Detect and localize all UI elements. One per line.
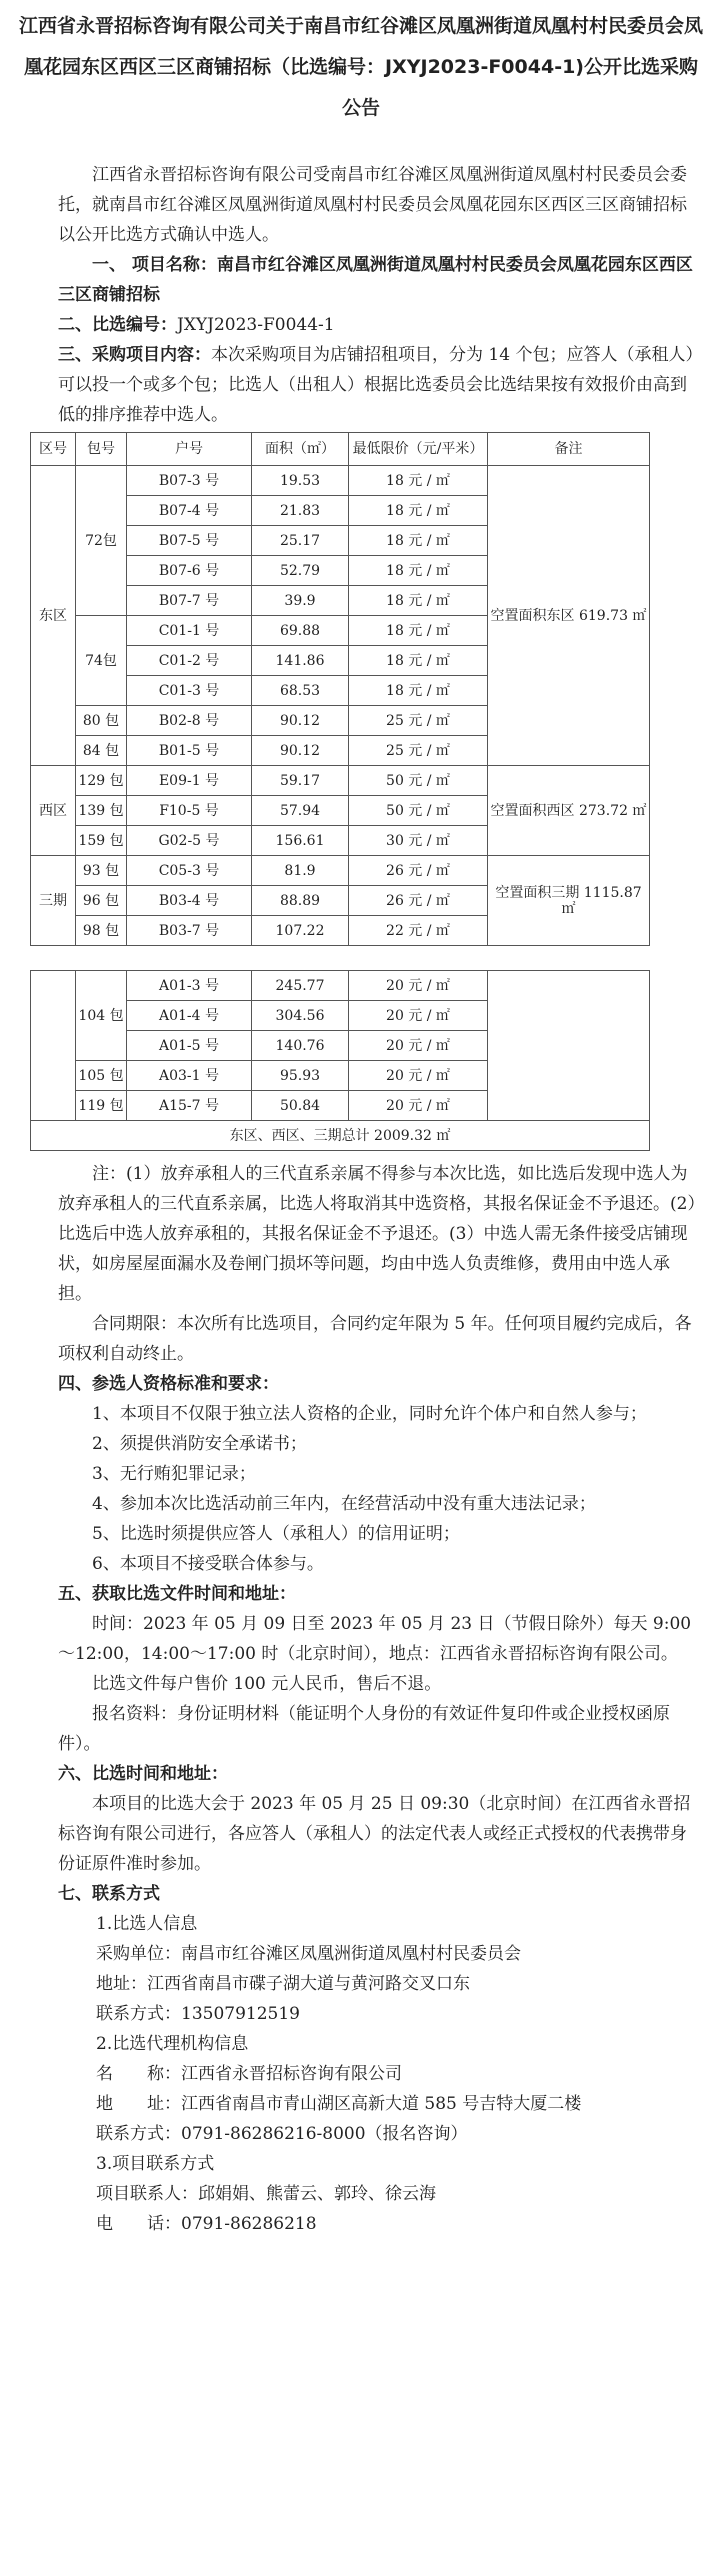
section-label: 二、比选编号：	[58, 315, 177, 335]
price-cell: 18 元 / ㎡	[349, 676, 488, 706]
contact-group-title: 2.比选代理机构信息	[96, 2034, 249, 2054]
price-cell: 20 元 / ㎡	[349, 1001, 488, 1031]
package-cell: 96 包	[76, 886, 127, 916]
requirement-item: 5、比选时须提供应答人（承租人）的信用证明；	[92, 1524, 460, 1544]
header-note: 备注	[488, 433, 650, 466]
area-cell: 68.53	[252, 676, 349, 706]
zone-cell: 东区	[31, 466, 76, 766]
bid-time-paragraph: 本项目的比选大会于 2023 年 05 月 25 日 09:30（北京时间）在江西省永晋招标咨询有限公司进行，各应答人（承租人）的法定代表人或经正式授权的代表携带身份证原件准时参加。	[58, 1794, 691, 1874]
table-row	[31, 971, 650, 1001]
requirement-item: 3、无行贿犯罪记录；	[92, 1464, 256, 1484]
zone-cell: 西区	[31, 766, 76, 856]
section-project-name	[58, 250, 702, 310]
contact-line: 地址：江西省南昌市碟子湖大道与黄河路交叉口东	[96, 1974, 470, 1994]
area-cell: 50.84	[252, 1091, 349, 1121]
area-cell: 304.56	[252, 1001, 349, 1031]
requirement-item: 1、本项目不仅限于独立法人资格的企业，同时允许个体户和自然人参与；	[92, 1404, 647, 1424]
price-cell: 18 元 / ㎡	[349, 526, 488, 556]
unit-cell: C05-3 号	[127, 856, 252, 886]
table-row	[31, 766, 650, 796]
requirement-item: 2、须提供消防安全承诺书；	[92, 1434, 307, 1454]
package-cell: 104 包	[76, 971, 127, 1061]
unit-cell: B07-7 号	[127, 586, 252, 616]
requirement-item: 4、参加本次比选活动前三年内，在经营活动中没有重大违法记录；	[92, 1494, 596, 1514]
section-qualifications-title: 四、参选人资格标准和要求：	[58, 1374, 279, 1394]
unit-cell: B07-3 号	[127, 466, 252, 496]
unit-cell: B03-7 号	[127, 916, 252, 946]
price-cell: 18 元 / ㎡	[349, 646, 488, 676]
area-cell: 21.83	[252, 496, 349, 526]
area-cell: 156.61	[252, 826, 349, 856]
area-cell: 90.12	[252, 736, 349, 766]
package-cell: 159 包	[76, 826, 127, 856]
header-zone: 区号	[31, 433, 76, 466]
price-cell: 18 元 / ㎡	[349, 466, 488, 496]
contact-line: 地 址：江西省南昌市青山湖区高新大道 585 号吉特大厦二楼	[96, 2094, 582, 2114]
section-documents-title: 五、获取比选文件时间和地址：	[58, 1584, 296, 1604]
unit-cell: A15-7 号	[127, 1091, 252, 1121]
area-cell: 90.12	[252, 706, 349, 736]
table-row	[31, 856, 650, 886]
price-cell: 26 元 / ㎡	[349, 856, 488, 886]
price-cell: 25 元 / ㎡	[349, 736, 488, 766]
unit-cell: B03-4 号	[127, 886, 252, 916]
price-cell: 22 元 / ㎡	[349, 916, 488, 946]
table-gap-row	[31, 946, 650, 971]
unit-cell: C01-3 号	[127, 676, 252, 706]
unit-cell: B07-4 号	[127, 496, 252, 526]
contact-line: 联系方式：0791-86286216-8000（报名咨询）	[96, 2124, 468, 2144]
area-cell: 107.22	[252, 916, 349, 946]
unit-cell: F10-5 号	[127, 796, 252, 826]
price-cell: 20 元 / ㎡	[349, 1031, 488, 1061]
contact-line: 电 话：0791-86286218	[96, 2214, 317, 2234]
contact-line: 名 称：江西省永晋招标咨询有限公司	[96, 2064, 402, 2084]
section-label: 一、 项目名称：	[92, 255, 217, 275]
area-cell: 69.88	[252, 616, 349, 646]
price-cell: 20 元 / ㎡	[349, 1091, 488, 1121]
package-cell: 84 包	[76, 736, 127, 766]
unit-cell: B07-6 号	[127, 556, 252, 586]
intro-paragraph: 江西省永晋招标咨询有限公司受南昌市红谷滩区凤凰洲街道凤凰村村民委员会委托，就南昌市红谷滩区凤凰洲街道凤凰村村民委员会凤凰花园东区西区三区商铺招标以公开比选方式确认中选人。	[58, 165, 687, 245]
package-cell: 139 包	[76, 796, 127, 826]
package-cell: 119 包	[76, 1091, 127, 1121]
unit-cell: B01-5 号	[127, 736, 252, 766]
header-area: 面积（㎡）	[252, 433, 349, 466]
package-cell: 72包	[76, 466, 127, 616]
requirement-item: 6、本项目不接受联合体参与。	[92, 1554, 324, 1574]
area-cell: 57.94	[252, 796, 349, 826]
notice-body	[39, 160, 702, 2239]
header-package: 包号	[76, 433, 127, 466]
table-row	[31, 466, 650, 496]
unit-cell: A01-5 号	[127, 1031, 252, 1061]
area-cell: 59.17	[252, 766, 349, 796]
area-cell: 25.17	[252, 526, 349, 556]
package-cell: 74包	[76, 616, 127, 706]
time-paragraph: 时间：2023 年 05 月 09 日至 2023 年 05 月 23 日（节假日除外）每天 9:00～12:00，14:00～17:00 时（北京时间），地点：江西省永晋招标咨询有限公司。	[58, 1614, 692, 1664]
page-title: 江西省永晋招标咨询有限公司关于南昌市红谷滩区凤凰洲街道凤凰村村民委员会凤凰花园东区西区三区商铺招标（比选编号：JXYJ2023-F0044-1)公开比选采购公告	[18, 15, 703, 119]
content-text: 本次采购项目为店铺招租项目，分为 14 个包；应答人（承租人）可以投一个或多个包；比选人（出租人）根据比选委员会比选结果按有效报价由高到低的排序推荐中选人。	[58, 345, 694, 425]
unit-cell: A03-1 号	[127, 1061, 252, 1091]
section-bid-time-title: 六、比选时间和地址：	[58, 1764, 228, 1784]
fee-paragraph: 比选文件每户售价 100 元人民币，售后不退。	[92, 1674, 442, 1694]
contact-group-title: 1.比选人信息	[96, 1914, 198, 1934]
area-cell: 141.86	[252, 646, 349, 676]
unit-cell: A01-4 号	[127, 1001, 252, 1031]
gap-cell	[31, 946, 650, 971]
header-unit: 户号	[127, 433, 252, 466]
area-cell: 52.79	[252, 556, 349, 586]
contact-line: 采购单位：南昌市红谷滩区凤凰洲街道凤凰村村民委员会	[96, 1944, 521, 1964]
contract-term-paragraph: 合同期限：本次所有比选项目，合同约定年限为 5 年。任何项目履约完成后，各项权利自动终止。	[58, 1314, 692, 1364]
zone-cell	[31, 971, 76, 1121]
shop-table	[30, 432, 650, 1151]
contact-line: 联系方式：13507912519	[96, 2004, 300, 2024]
price-cell: 20 元 / ㎡	[349, 1061, 488, 1091]
section-contact-title: 七、联系方式	[58, 1884, 160, 1904]
unit-cell: B02-8 号	[127, 706, 252, 736]
note-cell: 空置面积西区 273.72 ㎡	[488, 766, 650, 856]
unit-cell: E09-1 号	[127, 766, 252, 796]
note-cell	[488, 971, 650, 1121]
price-cell: 18 元 / ㎡	[349, 556, 488, 586]
package-cell: 98 包	[76, 916, 127, 946]
area-cell: 19.53	[252, 466, 349, 496]
note-cell: 空置面积东区 619.73 ㎡	[488, 466, 650, 766]
note-cell: 空置面积三期 1115.87 ㎡	[488, 856, 650, 946]
contact-line: 项目联系人：邱娟娟、熊蕾云、郭玲、徐云海	[96, 2184, 436, 2204]
price-cell: 18 元 / ㎡	[349, 586, 488, 616]
package-cell: 129 包	[76, 766, 127, 796]
price-cell: 26 元 / ㎡	[349, 886, 488, 916]
package-cell: 105 包	[76, 1061, 127, 1091]
unit-cell: G02-5 号	[127, 826, 252, 856]
docs-paragraph: 报名资料：身份证明材料（能证明个人身份的有效证件复印件或企业授权函原件）。	[58, 1704, 670, 1754]
area-cell: 245.77	[252, 971, 349, 1001]
area-cell: 39.9	[252, 586, 349, 616]
zone-cell: 三期	[31, 856, 76, 946]
area-cell: 81.9	[252, 856, 349, 886]
unit-cell: A01-3 号	[127, 971, 252, 1001]
price-cell: 20 元 / ㎡	[349, 971, 488, 1001]
price-cell: 50 元 / ㎡	[349, 796, 488, 826]
project-name: 南昌市红谷滩区凤凰洲街道凤凰村村民委员会凤凰花园东区西区三区商铺招标	[58, 255, 693, 305]
table-header-row	[31, 433, 650, 466]
unit-cell: C01-1 号	[127, 616, 252, 646]
package-cell: 93 包	[76, 856, 127, 886]
section-bid-number	[58, 310, 702, 340]
area-cell: 140.76	[252, 1031, 349, 1061]
price-cell: 50 元 / ㎡	[349, 766, 488, 796]
unit-cell: C01-2 号	[127, 646, 252, 676]
total-cell: 东区、西区、三期总计 2009.32 ㎡	[31, 1121, 650, 1151]
package-cell: 80 包	[76, 706, 127, 736]
price-cell: 30 元 / ㎡	[349, 826, 488, 856]
price-cell: 18 元 / ㎡	[349, 616, 488, 646]
table-total-row	[31, 1121, 650, 1151]
section-content	[58, 340, 702, 430]
header-price: 最低限价（元/平米）	[349, 433, 488, 466]
price-cell: 25 元 / ㎡	[349, 706, 488, 736]
unit-cell: B07-5 号	[127, 526, 252, 556]
note-paragraph: 注：(1）放弃承租人的三代直系亲属不得参与本次比选，如比选后发现中选人为放弃承租人的三代直系亲属，比选人将取消其中选资格，其报名保证金不予退还。(2）比选后中选人放弃承租的，其报名保证金不予退还。(3）中选人需无条件接受店铺现状，如房屋屋面漏水及卷闸门损坏等问题，均由中选人负责维修，费用由中选人承担。	[58, 1164, 696, 1304]
contact-group-title: 3.项目联系方式	[96, 2154, 215, 2174]
price-cell: 18 元 / ㎡	[349, 496, 488, 526]
bid-number: JXYJ2023-F0044-1	[177, 315, 335, 335]
section-label: 三、采购项目内容：	[58, 345, 211, 365]
area-cell: 88.89	[252, 886, 349, 916]
area-cell: 95.93	[252, 1061, 349, 1091]
